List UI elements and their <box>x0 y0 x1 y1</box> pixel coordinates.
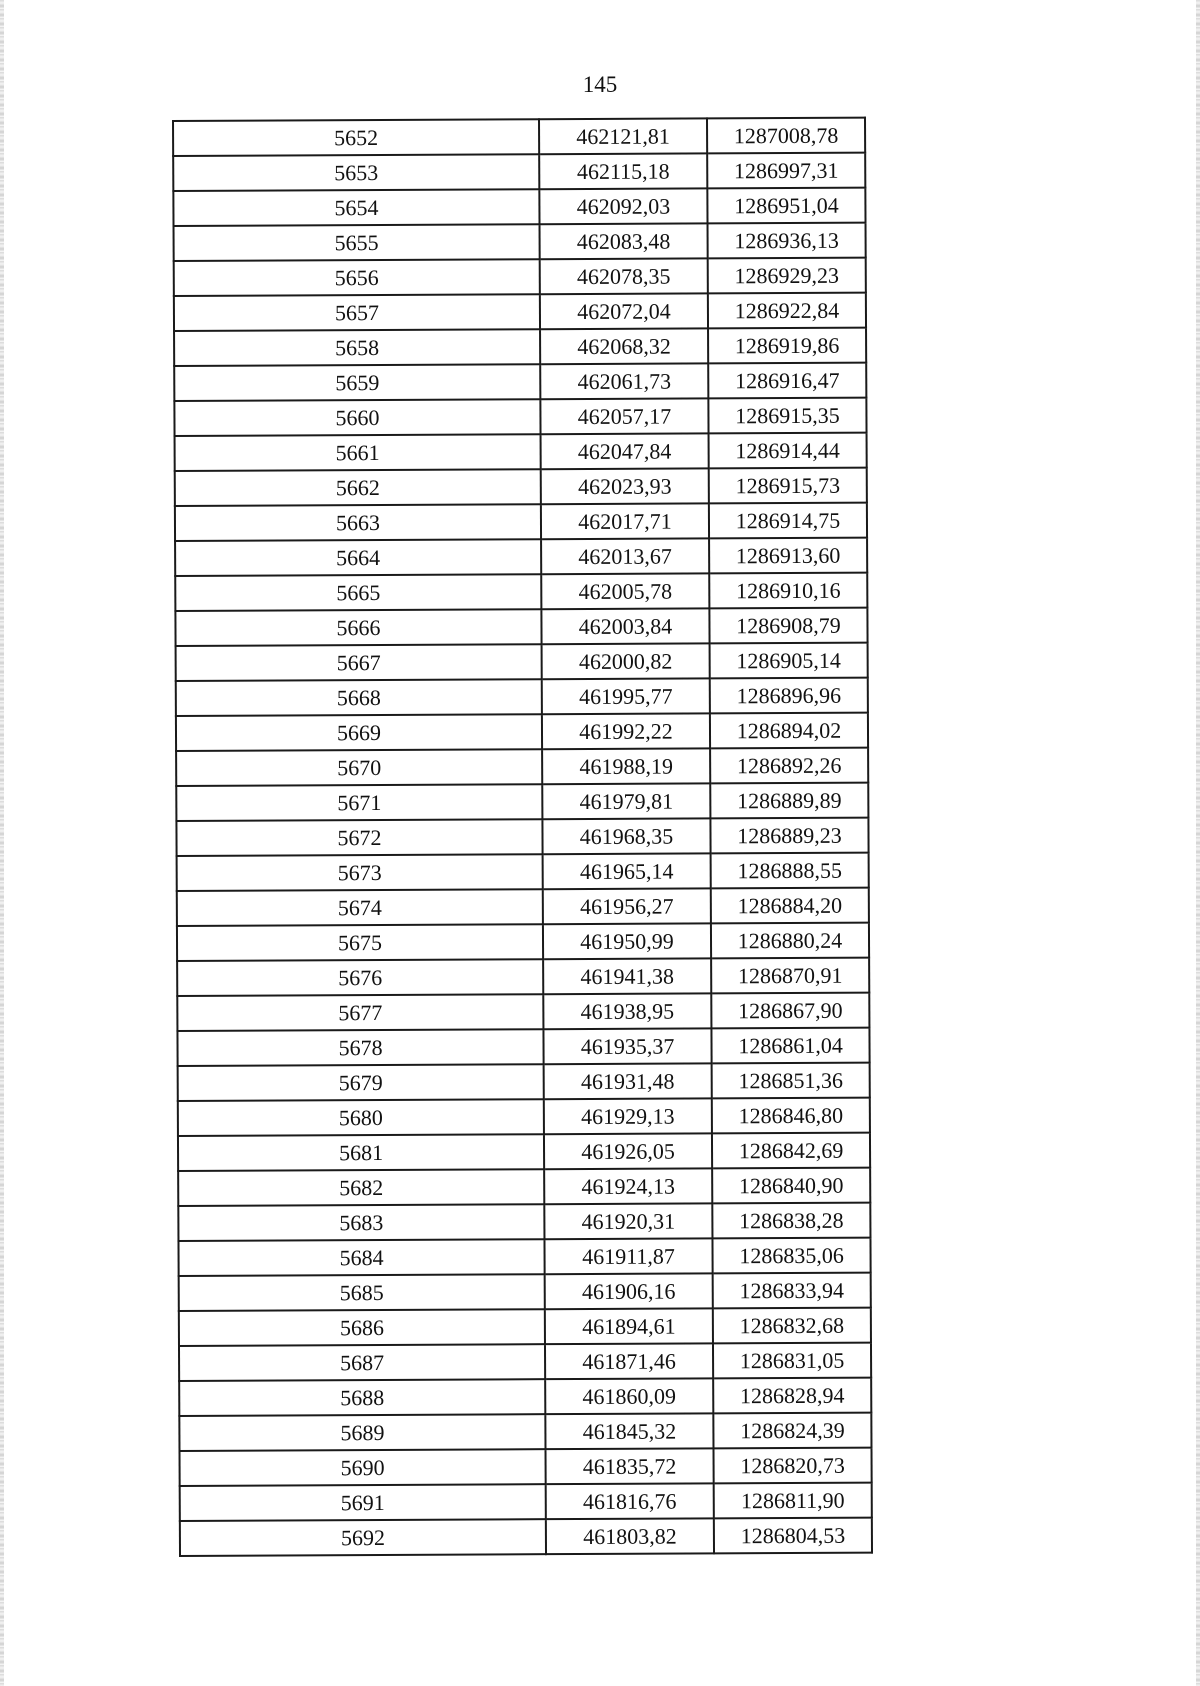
x-coordinate-cell: 462000,82 <box>542 643 710 679</box>
x-coordinate-cell: 462003,84 <box>541 608 709 644</box>
page-number: 145 <box>582 72 618 97</box>
y-coordinate-cell: 1286908,79 <box>709 608 867 644</box>
x-coordinate-cell: 462068,32 <box>540 328 708 364</box>
table-row <box>174 293 866 331</box>
table-row <box>174 223 866 261</box>
table-row <box>175 608 867 646</box>
point-number-cell: 5689 <box>179 1414 545 1451</box>
y-coordinate-cell: 1286914,75 <box>709 503 867 539</box>
x-coordinate-cell: 462115,18 <box>539 153 707 189</box>
y-coordinate-cell: 1286867,90 <box>711 993 869 1029</box>
table-row <box>175 433 867 471</box>
point-number-cell: 5652 <box>173 119 539 156</box>
x-coordinate-cell: 461941,38 <box>543 958 711 994</box>
y-coordinate-cell: 1286832,68 <box>713 1308 871 1344</box>
x-coordinate-cell: 461835,72 <box>546 1448 714 1484</box>
point-number-cell: 5666 <box>175 609 541 646</box>
x-coordinate-cell: 461803,82 <box>546 1518 714 1554</box>
x-coordinate-cell: 461906,16 <box>545 1273 713 1309</box>
table-row <box>177 923 869 961</box>
y-coordinate-cell: 1286889,89 <box>710 783 868 819</box>
table-row <box>178 1203 870 1241</box>
point-number-cell: 5684 <box>178 1239 544 1276</box>
point-number-cell: 5661 <box>175 434 541 471</box>
point-number-cell: 5671 <box>176 784 542 821</box>
coordinates-table-body <box>173 118 872 1556</box>
y-coordinate-cell: 1286870,91 <box>711 958 869 994</box>
x-coordinate-cell: 462047,84 <box>541 433 709 469</box>
y-coordinate-cell: 1286840,90 <box>712 1168 870 1204</box>
y-coordinate-cell: 1286804,53 <box>714 1518 872 1554</box>
scan-edge-left <box>0 0 4 1686</box>
table-row <box>180 1518 872 1556</box>
table-row <box>178 1168 870 1206</box>
point-number-cell: 5691 <box>180 1484 546 1521</box>
table-row <box>175 573 867 611</box>
x-coordinate-cell: 461911,87 <box>544 1238 712 1274</box>
point-number-cell: 5680 <box>178 1099 544 1136</box>
x-coordinate-cell: 462121,81 <box>539 118 707 154</box>
x-coordinate-cell: 461920,31 <box>544 1203 712 1239</box>
table-row <box>179 1343 871 1381</box>
point-number-cell: 5682 <box>178 1169 544 1206</box>
y-coordinate-cell: 1286846,80 <box>712 1098 870 1134</box>
point-number-cell: 5663 <box>175 504 541 541</box>
point-number-cell: 5679 <box>178 1064 544 1101</box>
y-coordinate-cell: 1286936,13 <box>708 223 866 259</box>
y-coordinate-cell: 1286820,73 <box>713 1448 871 1484</box>
point-number-cell: 5659 <box>174 364 540 401</box>
y-coordinate-cell: 1286851,36 <box>712 1063 870 1099</box>
y-coordinate-cell: 1286861,04 <box>711 1028 869 1064</box>
table-row <box>178 1098 870 1136</box>
point-number-cell: 5667 <box>176 644 542 681</box>
point-number-cell: 5662 <box>175 469 541 506</box>
table-row <box>177 958 869 996</box>
y-coordinate-cell: 1286915,73 <box>709 468 867 504</box>
point-number-cell: 5655 <box>174 224 540 261</box>
point-number-cell: 5670 <box>176 749 542 786</box>
table-row <box>177 993 869 1031</box>
x-coordinate-cell: 462072,04 <box>540 293 708 329</box>
table-row <box>180 1483 872 1521</box>
table-row <box>177 853 869 891</box>
table-row <box>173 188 865 226</box>
point-number-cell: 5678 <box>177 1029 543 1066</box>
x-coordinate-cell: 462017,71 <box>541 503 709 539</box>
y-coordinate-cell: 1286880,24 <box>711 923 869 959</box>
point-number-cell: 5690 <box>180 1449 546 1486</box>
point-number-cell: 5675 <box>177 924 543 961</box>
x-coordinate-cell: 461938,95 <box>543 993 711 1029</box>
y-coordinate-cell: 1286922,84 <box>708 293 866 329</box>
x-coordinate-cell: 461929,13 <box>544 1098 712 1134</box>
y-coordinate-cell: 1286811,90 <box>714 1483 872 1519</box>
y-coordinate-cell: 1286889,23 <box>710 818 868 854</box>
point-number-cell: 5672 <box>176 819 542 856</box>
table-row <box>175 503 867 541</box>
point-number-cell: 5660 <box>174 399 540 436</box>
x-coordinate-cell: 461965,14 <box>543 853 711 889</box>
x-coordinate-cell: 462061,73 <box>540 363 708 399</box>
y-coordinate-cell: 1286828,94 <box>713 1378 871 1414</box>
table-row <box>173 153 865 191</box>
y-coordinate-cell: 1286824,39 <box>713 1413 871 1449</box>
point-number-cell: 5681 <box>178 1134 544 1171</box>
x-coordinate-cell: 461845,32 <box>545 1413 713 1449</box>
x-coordinate-cell: 461860,09 <box>545 1378 713 1414</box>
x-coordinate-cell: 461968,35 <box>542 818 710 854</box>
x-coordinate-cell: 461992,22 <box>542 713 710 749</box>
y-coordinate-cell: 1286997,31 <box>707 153 865 189</box>
x-coordinate-cell: 461995,77 <box>542 678 710 714</box>
point-number-cell: 5688 <box>179 1379 545 1416</box>
point-number-cell: 5654 <box>173 189 539 226</box>
table-row <box>179 1308 871 1346</box>
table-row <box>178 1063 870 1101</box>
y-coordinate-cell: 1286896,96 <box>710 678 868 714</box>
y-coordinate-cell: 1286838,28 <box>712 1203 870 1239</box>
point-number-cell: 5669 <box>176 714 542 751</box>
y-coordinate-cell: 1286915,35 <box>708 398 866 434</box>
point-number-cell: 5658 <box>174 329 540 366</box>
x-coordinate-cell: 461988,19 <box>542 748 710 784</box>
table-row <box>178 1133 870 1171</box>
point-number-cell: 5685 <box>179 1274 545 1311</box>
point-number-cell: 5664 <box>175 539 541 576</box>
x-coordinate-cell: 461894,61 <box>545 1308 713 1344</box>
table-row <box>176 713 868 751</box>
y-coordinate-cell: 1286894,02 <box>710 713 868 749</box>
y-coordinate-cell: 1287008,78 <box>707 118 865 154</box>
x-coordinate-cell: 461979,81 <box>542 783 710 819</box>
table-row <box>176 643 868 681</box>
x-coordinate-cell: 461935,37 <box>543 1028 711 1064</box>
x-coordinate-cell: 462023,93 <box>541 468 709 504</box>
x-coordinate-cell: 461956,27 <box>543 888 711 924</box>
table-row <box>176 783 868 821</box>
table-row <box>179 1273 871 1311</box>
table-row <box>174 363 866 401</box>
coordinates-table <box>172 117 873 1557</box>
y-coordinate-cell: 1286916,47 <box>708 363 866 399</box>
table-row <box>173 118 865 156</box>
x-coordinate-cell: 462057,17 <box>540 398 708 434</box>
table-row <box>177 888 869 926</box>
x-coordinate-cell: 461931,48 <box>544 1063 712 1099</box>
x-coordinate-cell: 462013,67 <box>541 538 709 574</box>
x-coordinate-cell: 462078,35 <box>540 258 708 294</box>
table-row <box>178 1238 870 1276</box>
point-number-cell: 5656 <box>174 259 540 296</box>
point-number-cell: 5677 <box>177 994 543 1031</box>
point-number-cell: 5674 <box>177 889 543 926</box>
x-coordinate-cell: 461924,13 <box>544 1168 712 1204</box>
x-coordinate-cell: 462083,48 <box>540 223 708 259</box>
table-row <box>174 328 866 366</box>
point-number-cell: 5676 <box>177 959 543 996</box>
x-coordinate-cell: 461926,05 <box>544 1133 712 1169</box>
y-coordinate-cell: 1286884,20 <box>711 888 869 924</box>
x-coordinate-cell: 461950,99 <box>543 923 711 959</box>
point-number-cell: 5687 <box>179 1344 545 1381</box>
point-number-cell: 5668 <box>176 679 542 716</box>
point-number-cell: 5657 <box>174 294 540 331</box>
y-coordinate-cell: 1286929,23 <box>708 258 866 294</box>
y-coordinate-cell: 1286914,44 <box>709 433 867 469</box>
x-coordinate-cell: 462005,78 <box>541 573 709 609</box>
table-row <box>176 748 868 786</box>
x-coordinate-cell: 462092,03 <box>539 188 707 224</box>
table-row <box>175 538 867 576</box>
y-coordinate-cell: 1286910,16 <box>709 573 867 609</box>
table-row <box>174 258 866 296</box>
table-row <box>180 1448 872 1486</box>
y-coordinate-cell: 1286919,86 <box>708 328 866 364</box>
point-number-cell: 5686 <box>179 1309 545 1346</box>
table-row <box>174 398 866 436</box>
table-row <box>179 1413 871 1451</box>
y-coordinate-cell: 1286913,60 <box>709 538 867 574</box>
table-row <box>176 818 868 856</box>
table-row <box>175 468 867 506</box>
y-coordinate-cell: 1286905,14 <box>710 643 868 679</box>
y-coordinate-cell: 1286842,69 <box>712 1133 870 1169</box>
table-row <box>179 1378 871 1416</box>
point-number-cell: 5673 <box>177 854 543 891</box>
y-coordinate-cell: 1286888,55 <box>711 853 869 889</box>
x-coordinate-cell: 461816,76 <box>546 1483 714 1519</box>
point-number-cell: 5683 <box>178 1204 544 1241</box>
x-coordinate-cell: 461871,46 <box>545 1343 713 1379</box>
y-coordinate-cell: 1286892,26 <box>710 748 868 784</box>
point-number-cell: 5653 <box>173 154 539 191</box>
table-row <box>177 1028 869 1066</box>
y-coordinate-cell: 1286951,04 <box>707 188 865 224</box>
point-number-cell: 5692 <box>180 1519 546 1556</box>
y-coordinate-cell: 1286831,05 <box>713 1343 871 1379</box>
y-coordinate-cell: 1286833,94 <box>713 1273 871 1309</box>
point-number-cell: 5665 <box>175 574 541 611</box>
y-coordinate-cell: 1286835,06 <box>712 1238 870 1274</box>
scan-edge-right <box>1196 0 1200 1686</box>
table-row <box>176 678 868 716</box>
